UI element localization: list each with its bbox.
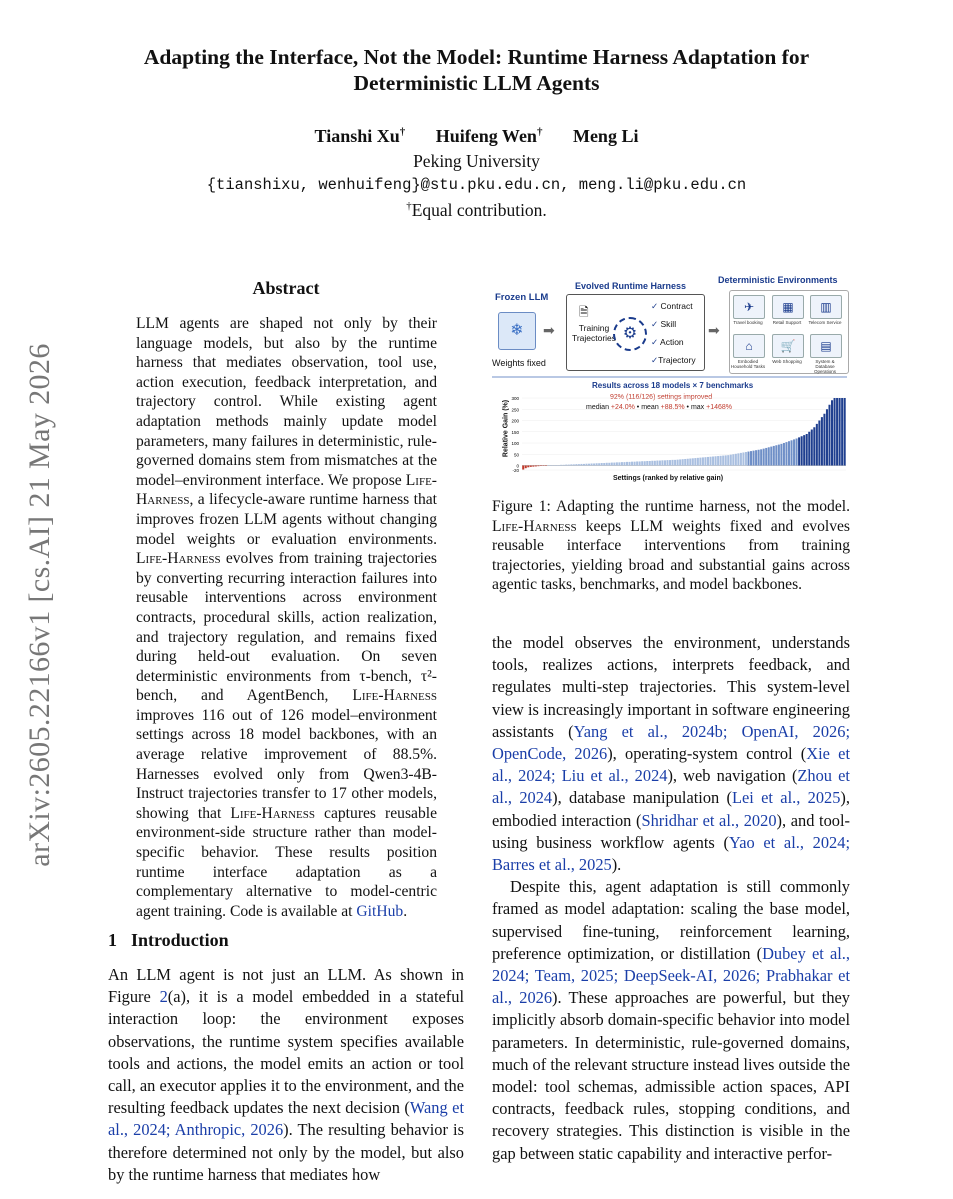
checkmark-icon: ✓	[651, 319, 659, 329]
gain-bar	[770, 447, 772, 466]
gain-bar	[715, 456, 717, 465]
affiliation: Peking University	[413, 151, 540, 171]
gain-bar	[669, 460, 671, 465]
gain-bar	[707, 457, 709, 466]
gain-bar	[532, 466, 534, 467]
signal-tower-icon: ▥	[810, 295, 842, 319]
weights-fixed-label: Weights fixed	[492, 358, 546, 368]
gain-bar	[765, 448, 767, 466]
y-tick-label: 300	[511, 396, 519, 401]
gain-bar	[785, 442, 787, 465]
gain-bar	[763, 449, 765, 466]
env-caption: Retail Support	[772, 320, 802, 325]
gain-bar	[598, 463, 600, 465]
figure-ref[interactable]: 2	[159, 987, 168, 1007]
intro-right-column: the model observes the environment, understands tools, realizes actions, interprets feedback, and regulates multi-step trajectories. This system-level view is increasingly important in software engineering assistants (Yang et al., 2024b; OpenAI, 2026; OpenCode, 2026), operating-system control (Xie et al., 2024; Liu et al., 2024), web navigation (Zhou et al., 2024), database manipulation (Lei et al., 2025), embodied interaction (Shridhar et al., 2020), and tool-using business workflow agents (Yao et al., 2024; Barres et al., 2025). Despite this, agent adaptation is still commonly framed as model adaptation: scaling the base model, supervised fine-tuning, reinforcement learning, preference optimization, or distillation (Dubey et al., 2024; Team, 2025; DeepSeek-AI, 2026; Prabhakar et al., 2026). These approaches are powerful, but they implicitly absorb domain-specific behavior into model parameters. In deterministic, rule-governed domains, much of the relevant structure instead lives outside the model: tool schemas, admissible action spaces, API contracts, feedback rules, stopping conditions, and recovery strategies. This distinction is visible in the gap between static capability and interactive perfor-	[492, 633, 851, 1163]
gain-bar	[839, 398, 841, 466]
section-heading-introduction: 1 Introduction	[108, 930, 229, 950]
citation-link[interactable]: Zhou et al., 2024	[492, 766, 850, 808]
gain-bar	[778, 445, 780, 466]
y-axis-label: Relative Gain (%)	[502, 399, 510, 458]
title-line-2: Deterministic LLM Agents	[353, 71, 600, 95]
title-line-1: Adapting the Interface, Not the Model: Runtime Harness Adaptation for	[143, 45, 810, 69]
x-axis-label: Settings (ranked by relative gain)	[613, 475, 724, 482]
y-tick-label: -20	[512, 468, 519, 473]
author: Meng Li	[572, 126, 639, 146]
gain-bar	[651, 461, 653, 466]
gain-bar	[806, 434, 808, 466]
gain-bar	[530, 466, 532, 467]
gain-bar	[593, 463, 595, 465]
stat-improved: 92% (116/126) settings improved	[610, 394, 713, 401]
y-tick-label: 100	[511, 441, 519, 446]
gain-bar	[692, 458, 694, 465]
env-caption: Web Shopping	[772, 359, 802, 364]
gain-bar	[687, 459, 689, 466]
gain-bar	[591, 463, 593, 465]
gain-bar	[712, 457, 714, 466]
airplane-icon: ✈	[733, 295, 765, 319]
gain-bar	[689, 459, 691, 466]
gain-bar	[841, 398, 843, 466]
gain-bar	[740, 453, 742, 466]
gain-bar	[722, 456, 724, 466]
gain-bar	[580, 464, 582, 466]
gain-bar	[568, 465, 570, 466]
divider	[492, 376, 847, 378]
gain-bar	[629, 462, 631, 466]
citation-link[interactable]: Shridhar et al., 2020	[641, 810, 777, 830]
gain-bar	[768, 447, 770, 465]
stat-summary: median +24.0% • mean +88.5% • max +1468%	[586, 404, 733, 411]
gear-cycle-icon: ⚙	[613, 317, 647, 351]
gain-bar	[836, 398, 838, 466]
gain-bar	[573, 464, 575, 465]
arxiv-stamp: arXiv:2605.22166v1 [cs.AI] 21 May 2026	[23, 343, 56, 867]
frozen-llm-label: Frozen LLM	[495, 292, 549, 303]
gain-bar	[677, 460, 679, 466]
citation-link[interactable]: Yao et al., 2024; Barres et al., 2025	[492, 832, 850, 875]
gain-bar	[793, 439, 795, 465]
gain-bar	[697, 458, 699, 466]
gain-bar	[583, 464, 585, 466]
gain-bar	[760, 449, 762, 465]
gain-bar	[808, 432, 810, 466]
citation-link[interactable]: Dubey et al., 2024; Team, 2025; DeepSeek-AI, 2026; Prabhakar et al., 2026	[492, 943, 850, 1008]
gain-bar	[646, 461, 648, 466]
gain-bar	[565, 465, 567, 466]
gain-bar	[611, 463, 613, 466]
author-emails: {tianshixu, wenhuifeng}@stu.pku.edu.cn, meng.li@pku.edu.cn	[206, 176, 747, 194]
training-trajectories-label: Training Trajectories	[571, 323, 617, 343]
gain-bar	[796, 439, 798, 466]
gain-bar	[656, 461, 658, 466]
figure-1-caption: Figure 1: Adapting the runtime harness, not the model. Life-Harness keeps LLM weights fixed and evolves reusable interface interventions from training trajectories, yielding broad and substantial gains across agentic tasks, benchmarks, and model backbones.	[492, 498, 850, 594]
gain-bar	[603, 463, 605, 465]
gain-bar	[775, 445, 777, 465]
frozen-llm-box	[498, 312, 536, 350]
env-caption: Embodied Household Tasks	[730, 359, 766, 369]
gain-bar	[659, 461, 661, 466]
gain-bar	[649, 461, 651, 466]
gain-bar	[828, 405, 830, 466]
gain-bar	[747, 452, 749, 466]
intro-left-column: An LLM agent is not just an LLM. As shown in Figure 2(a), it is a model embedded in a stateful interaction loop: the environment exposes observations, the runtime system specifies available tools and actions, the model emits an action or tool call, an executor applies it to the environment, and the resulting feedback updates the next decision (Wang et al., 2024; Anthropic, 2026). The resulting behavior is therefore determined not only by the model, but also by the runtime harness that mediates how	[108, 965, 465, 1184]
gain-bar	[684, 459, 686, 466]
harness-box	[566, 294, 705, 371]
env-caption: System & Database Operations	[813, 359, 836, 374]
gain-bar	[844, 398, 846, 466]
y-tick-label: 200	[511, 418, 519, 424]
gain-bar	[585, 464, 587, 466]
gain-bar	[780, 444, 782, 466]
gain-bar	[626, 462, 628, 466]
gain-bar	[737, 453, 739, 465]
gain-bar	[644, 461, 646, 465]
gain-bar	[758, 450, 760, 466]
check-item: ✓ Action	[651, 337, 684, 347]
gain-bar	[636, 461, 638, 465]
gain-bar	[798, 437, 800, 465]
author: Huifeng Wen†	[435, 126, 543, 146]
figure-1	[486, 270, 856, 488]
gain-bar	[596, 463, 598, 465]
gain-bar	[816, 424, 818, 466]
gain-bar	[616, 462, 618, 465]
gain-bar	[639, 461, 641, 465]
gain-bar	[575, 464, 577, 465]
gain-bar	[694, 458, 696, 465]
store-icon: ▦	[772, 295, 804, 319]
gain-bar	[717, 456, 719, 465]
gain-bar	[641, 461, 643, 465]
checkmark-icon: ✓	[651, 301, 659, 311]
gain-bar	[753, 451, 755, 466]
arrow-right-icon: ➡	[708, 322, 720, 338]
database-icon: ▤	[810, 334, 842, 358]
gain-bar	[623, 462, 625, 465]
gain-bar	[821, 417, 823, 465]
arrow-right-icon: ➡	[543, 322, 555, 338]
gain-bar	[613, 463, 615, 466]
y-tick-label: 250	[511, 407, 519, 413]
gain-bar	[618, 462, 620, 465]
snowflake-icon: ❄	[510, 322, 524, 339]
evolved-harness-label: Evolved Runtime Harness	[575, 281, 687, 291]
gain-bar	[704, 457, 706, 465]
gain-bar	[788, 441, 790, 465]
gain-bar	[563, 465, 565, 466]
gain-bar	[725, 455, 727, 465]
gain-bar	[527, 466, 529, 468]
author: Tianshi Xu†	[314, 126, 406, 146]
gain-bar	[745, 452, 747, 466]
gain-bar	[522, 466, 524, 470]
equal-contribution-note: †Equal contribution.	[406, 200, 547, 220]
gain-bar	[679, 459, 681, 465]
github-link[interactable]: GitHub	[356, 902, 404, 920]
citation-link[interactable]: Yang et al., 2024b; OpenAI, 2026; OpenCode, 2026	[492, 721, 850, 764]
gain-bar	[732, 454, 734, 465]
citation-link[interactable]: Wang et al., 2024; Anthropic, 2026	[108, 1098, 465, 1140]
y-tick-label: 0	[516, 463, 519, 469]
gain-bar	[730, 455, 732, 466]
harness-checklist	[651, 297, 696, 369]
gain-bar	[783, 443, 785, 466]
gain-bar	[535, 466, 537, 467]
citation-link[interactable]: Xie et al., 2024; Liu et al., 2024	[492, 744, 850, 786]
checkmark-icon: ✓	[651, 355, 659, 365]
abstract-heading: Abstract	[252, 278, 320, 298]
gain-bar	[727, 455, 729, 465]
gain-bar	[661, 460, 663, 465]
gain-bar	[631, 462, 633, 466]
gain-bar	[702, 457, 704, 465]
gain-bar	[588, 464, 590, 466]
gain-bar	[525, 466, 527, 469]
gain-bar	[831, 400, 833, 465]
abstract-body: LLM agents are shaped not only by their language models, but also by the runtime harness that mediates observation, tool use, action execution, feedback interpretation, and trajectory control. While existing agent adaptation methods mainly update model parameters, many failures in deterministic, rule-governed domains stem from mismatches at the model–environment interface. We propose Life-Harness, a lifecycle-aware runtime harness that improves frozen LLM agents without changing model weights or evaluation environments. Life-Harness evolves from training trajectories by converting recurring interaction failures into reusable interventions across environment contracts, procedural skills, action realization, and trajectory regulation, and remains fixed during held-out evaluation. On seven deterministic environments from τ-bench, τ²-bench, and AgentBench, Life-Harness improves 116 out of 126 model–environment settings across 18 model backbones, with an average relative improvement of 88.5%. Harnesses evolved only from Qwen3-4B-Instruct trajectories transfer to 17 other models, showing that Life-Harness captures reusable environment-side structure rather than model-specific behavior. These results position runtime interface adaptation as a complementary alternative to model-centric agent training. Code is available at GitHub.	[136, 315, 437, 920]
gain-bar	[834, 398, 836, 466]
y-tick-label: 150	[511, 429, 519, 435]
gain-bar	[710, 457, 712, 466]
gain-bar	[606, 463, 608, 466]
shopping-cart-icon: 🛒	[772, 334, 804, 358]
gain-bar	[674, 460, 676, 466]
gain-bar	[682, 459, 684, 465]
gain-bar	[570, 464, 572, 465]
gain-bar	[664, 460, 666, 465]
gain-bar	[720, 456, 722, 466]
gain-bar	[666, 460, 668, 465]
checkmark-icon: ✓	[651, 337, 659, 347]
check-item: ✓Trajectory	[651, 355, 696, 365]
env-caption: Telecom Service	[808, 320, 842, 325]
gain-bar	[560, 465, 562, 466]
gain-bar	[750, 451, 752, 465]
gain-bar	[634, 462, 636, 466]
gain-bar	[742, 452, 744, 465]
gain-bar	[813, 427, 815, 465]
check-item: ✓ Contract	[651, 301, 693, 311]
gain-bar	[621, 462, 623, 465]
paper-title	[0, 44, 953, 96]
gain-bar	[654, 461, 656, 466]
gain-bar	[801, 436, 803, 465]
document-icon: 🗎	[579, 305, 589, 319]
y-tick-label: 50	[513, 452, 519, 458]
environments-box	[729, 290, 849, 374]
citation-link[interactable]: Lei et al., 2025	[732, 788, 841, 808]
gain-bar	[699, 458, 701, 466]
relative-gain-chart	[500, 392, 852, 474]
author-list	[0, 126, 953, 147]
check-item: ✓ Skill	[651, 319, 677, 329]
gain-bar	[818, 421, 820, 466]
gain-bar	[608, 463, 610, 466]
gain-bar	[735, 454, 737, 466]
gain-bar	[803, 435, 805, 465]
results-title: Results across 18 models × 7 benchmarks	[592, 381, 754, 390]
gain-bar	[755, 450, 757, 465]
gain-bar	[811, 430, 813, 466]
gain-bar	[773, 446, 775, 466]
deterministic-env-label: Deterministic Environments	[718, 275, 838, 285]
gain-bar	[823, 414, 825, 466]
gain-bar	[791, 440, 793, 465]
env-caption: Travel booking	[733, 320, 763, 325]
house-icon: ⌂	[733, 334, 765, 358]
gain-bar	[826, 409, 828, 465]
gain-bar	[601, 463, 603, 465]
gain-bar	[578, 464, 580, 465]
gain-bar	[672, 460, 674, 466]
gain-bar	[537, 466, 539, 467]
